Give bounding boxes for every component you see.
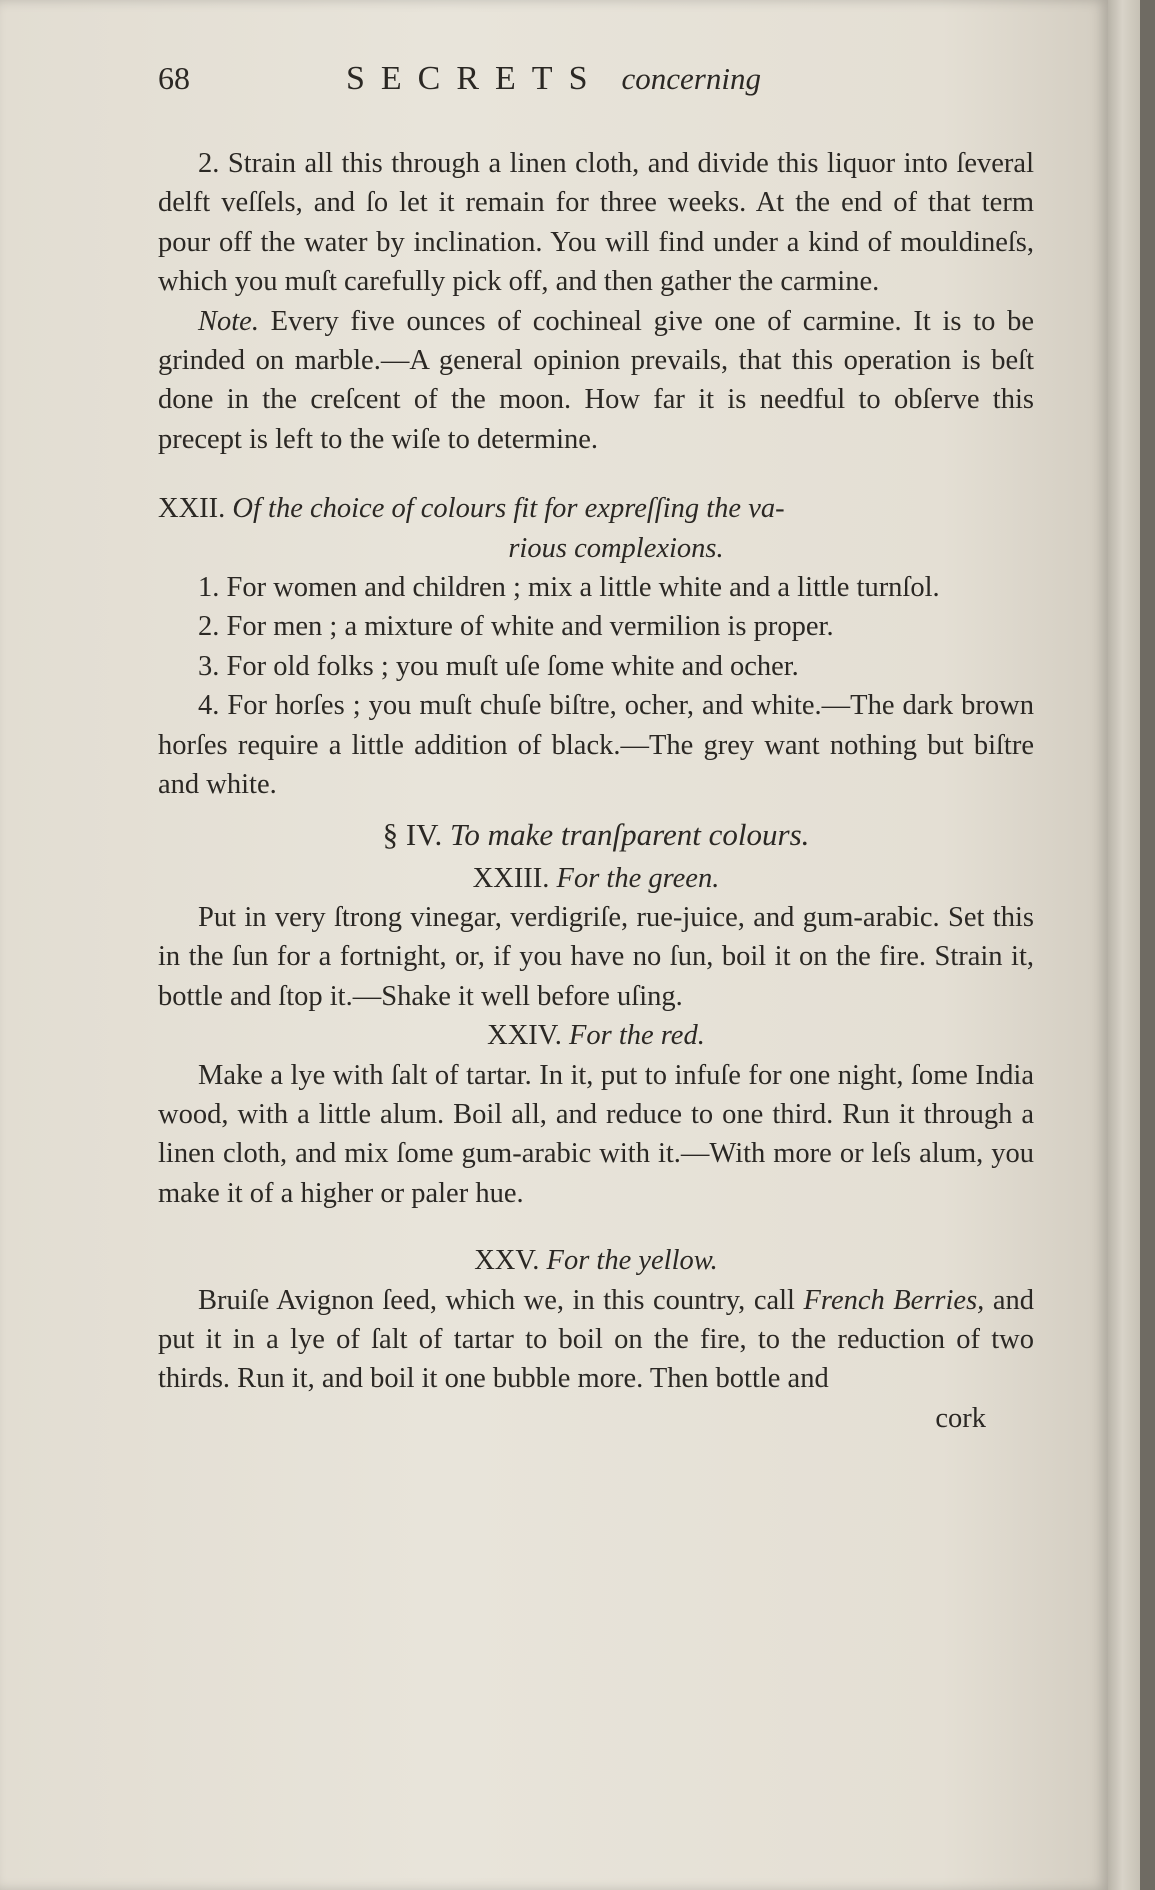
paragraph-horses: 4. For horſes ; you muſt chuſe biſtre, ocher, and white.—The dark brown horſes require a little addition of black.—The grey want nothing but biſtre and white. [158, 690, 1034, 801]
note-label: Note. [198, 305, 259, 337]
article-xxiii-number: XXIII. [472, 862, 550, 894]
paragraph-note [158, 302, 1034, 460]
article-xxiii-heading [158, 859, 1034, 898]
yellow-text-b: and put it in a lye of ſalt of tartar to boil on the fire, to the reduction of two thirds. Run it, and boil it one bubble more. Then bottle and [158, 1284, 1034, 1395]
article-xxii-title: Of the choice of colours fit for expreſſing the va- [232, 493, 785, 525]
article-xxiii-title: For the green. [556, 862, 720, 894]
article-xxv-number: XXV. [474, 1245, 540, 1277]
paragraph-green: Put in very ſtrong vinegar, verdigriſe, rue-juice, and gum-arabic. Set this in the ſun for a fortnight, or, if you have no ſun, boil it on the fire. Strain it, bottle and ſtop it.—Shake it well before uſing. [158, 901, 1034, 1012]
article-xxii-number: XXII. [158, 493, 226, 525]
yellow-text-a: Bruiſe Avignon ſeed, which we, in this country, call [198, 1284, 804, 1316]
catchword: cork [935, 1402, 986, 1434]
binding-edge [1140, 0, 1155, 1890]
note-text: Every five ounces of cochineal give one of carmine. It is to be grinded on marble.—A general opinion prevails, that this operation is beſt done in the creſcent of the moon. How far it is needful to obſerve this precept is left to the wiſe to determine. [158, 305, 1034, 455]
section-iv-title: To make tranſparent colours. [450, 816, 810, 852]
article-xxv-heading [158, 1241, 1034, 1280]
page-number: 68 [158, 60, 190, 96]
paragraph-men: 2. For men ; a mixture of white and vermilion is proper. [198, 611, 834, 643]
article-xxiv-number: XXIV. [487, 1020, 562, 1052]
running-head [158, 52, 1034, 104]
article-xxv-title: For the yellow. [546, 1245, 718, 1277]
paragraph-women: 1. For women and children ; mix a little white and a little turnſol. [198, 572, 940, 604]
article-xxiv-heading [158, 1016, 1034, 1055]
section-iv-heading [158, 811, 1034, 859]
section-iv-number: § IV. [382, 816, 443, 852]
article-xxii-title-cont: rious complexions. [508, 532, 724, 564]
paragraph-old-folks: 3. For old folks ; you muſt uſe ſome white and ocher. [198, 650, 799, 682]
running-title-cont: concerning [621, 61, 761, 96]
article-xxiv-title: For the red. [568, 1020, 705, 1052]
article-xxii-heading [158, 489, 1034, 528]
spacer [158, 1213, 1034, 1241]
running-title [346, 52, 761, 105]
paragraph-strain: 2. Strain all this through a linen cloth, and divide this liquor into ſeveral delft veſſels, and ſo let it remain for three weeks. At the end of that term pour off the water by inclination. You will find under a kind of mouldineſs, which you muſt carefully pick off, and then gather the carmine. [158, 148, 1034, 298]
running-title-main: SECRETS [346, 60, 604, 97]
paragraph-yellow [158, 1281, 1034, 1399]
page-text [158, 52, 1034, 1438]
page-fore-edge [1108, 0, 1140, 1890]
french-berries: French Berries, [803, 1284, 985, 1316]
paragraph-red: Make a lye with ſalt of tartar. In it, put to infuſe for one night, ſome India wood, with a little alum. Boil all, and reduce to one third. Run it through a linen cloth, and mix ſome gum-arabic with it.—With more or leſs alum, you make it of a higher or paler hue. [158, 1059, 1034, 1209]
